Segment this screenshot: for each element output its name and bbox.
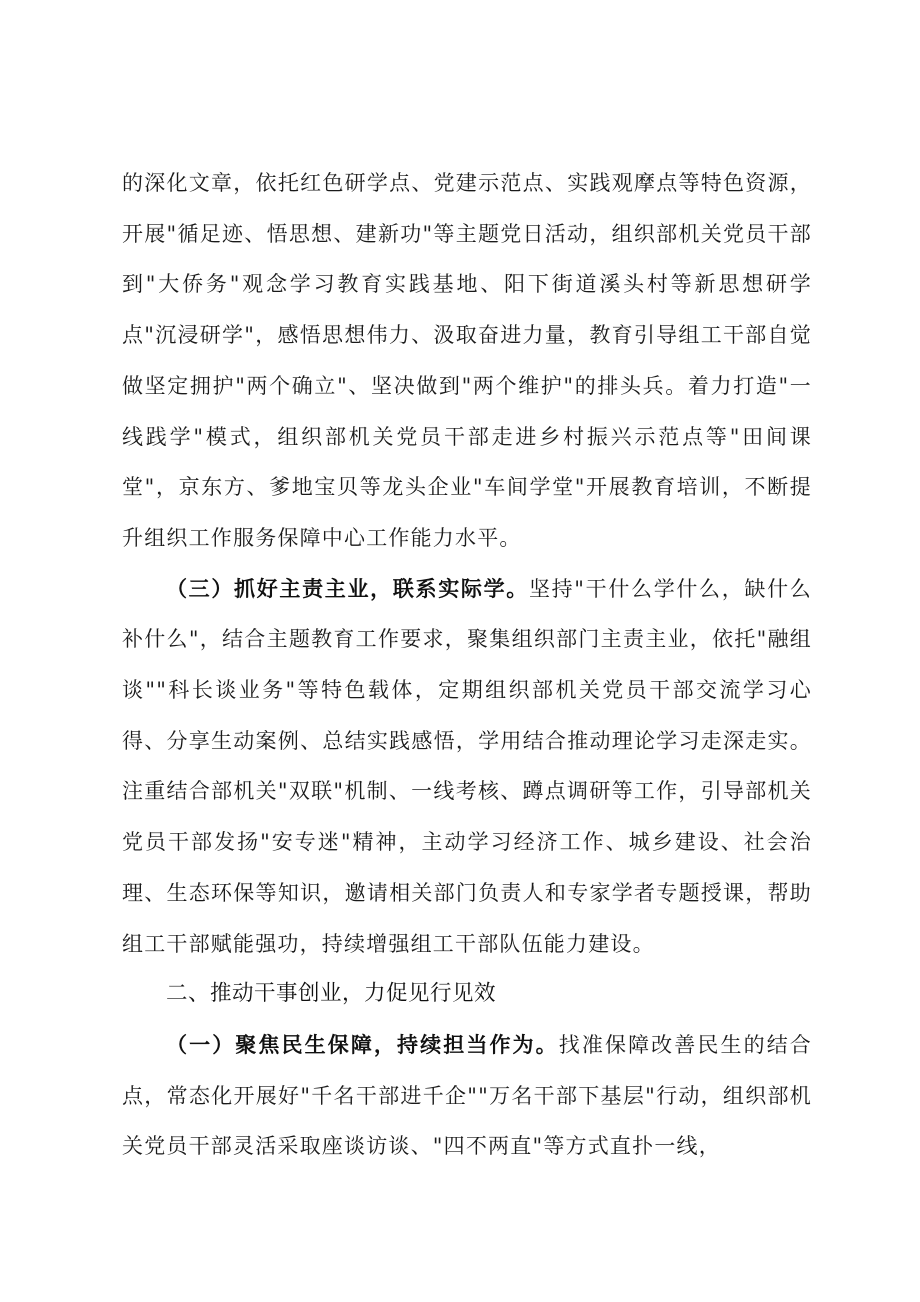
paragraph-text: 坚持"干什么学什么，缺什么补什么"，结合主题教育工作要求，聚集组织部门主责主业，依托"融组谈""科长谈业务"等特色载体，定期组织部机关党员干部交流学习心得、分享生动案例、总结实践感悟，学用结合推动理论学习走深走实。注重结合部机关"双联"机制、一线考核、蹲点调研等工作，引导部机关党员干部发扬"安专迷"精神，主动学习经济工作、城乡建设、社会治理、生态环保等知识，邀请相关部门负责人和专家学者专题授课，帮助组工干部赋能强功，持续增强组工干部队伍能力建设。 — [122, 576, 812, 956]
paragraph-lead-title: （一）聚焦民生保障，持续担当作为。 — [166, 1031, 559, 1057]
document-body — [122, 158, 812, 1172]
paragraph-text: 找准保障改善民生的结合点，常态化开展好"千名干部进千企""万名干部下基层"行动，组织部机关党员干部灵活采取座谈访谈、"四不两直"等方式直扑一线， — [122, 1032, 812, 1159]
section-heading: 二、推动干事创业，力促见行见效 — [166, 981, 497, 1007]
paragraph-section-three — [122, 564, 812, 970]
paragraph-lead-title: （三）抓好主责主业，联系实际学。 — [166, 575, 529, 601]
paragraph-text: 的深化文章，依托红色研学点、党建示范点、实践观摩点等特色资源，开展"循足迹、悟思想、建新功"等主题党日活动，组织部机关党员干部到"大侨务"观念学习教育实践基地、阳下街道溪头村等新思想研学点"沉浸研学"，感悟思想伟力、汲取奋进力量，教育引导组工干部自觉做坚定拥护"两个确立"、坚决做到"两个维护"的排头兵。着力打造"一线践学"模式，组织部机关党员干部走进乡村振兴示范点等"田间课堂"，京东方、爹地宝贝等龙头企业"车间学堂"开展教育培训，不断提升组织工作服务保障中心工作能力水平。 — [122, 171, 812, 550]
paragraph-continued — [122, 158, 812, 564]
paragraph-section-one — [122, 1020, 812, 1172]
